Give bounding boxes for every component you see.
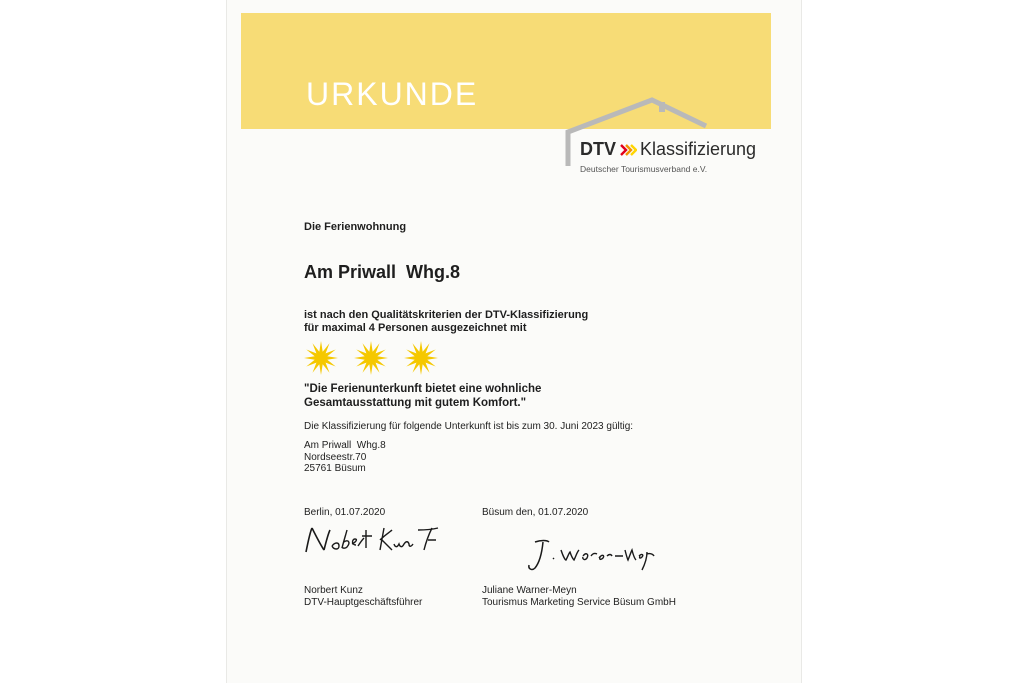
right-signer-role: Tourismus Marketing Service Büsum GmbH [482,597,676,608]
star-icon [402,340,440,376]
star-rating [302,340,440,376]
quote-line-2: Gesamtausstattung mit gutem Komfort." [304,397,527,409]
address-line: Nordseestr.70 [304,452,367,463]
quote-line-1: "Die Ferienunterkunft bietet eine wohnliche [304,383,542,395]
address-line: 25761 Büsum [304,463,366,474]
left-signer-role: DTV-Hauptgeschäftsführer [304,597,423,608]
subject-label: Die Ferienwohnung [304,221,407,233]
property-name: Am Priwall Whg.8 [304,262,461,282]
star-icon [352,340,390,376]
validity-text: Die Klassifizierung für folgende Unterkunft ist bis zum 30. Juni 2023 gültig: [304,421,634,432]
logo-name: Klassifizierung [640,139,757,159]
right-place-date: Büsum den, 01.07.2020 [482,507,589,518]
chevrons-icon [619,143,637,157]
star-icon [302,340,340,376]
left-signature [300,522,460,558]
logo-subtitle: Deutscher Tourismusverband e.V. [580,164,708,174]
certificate-title: URKUNDE [306,76,479,112]
criteria-line-2: für maximal 4 Personen ausgezeichnet mit [304,322,527,334]
logo-brand: DTV [580,139,616,159]
right-signer-name: Juliane Warner-Meyn [482,585,577,596]
left-place-date: Berlin, 01.07.2020 [304,507,386,518]
address-line: Am Priwall Whg.8 [304,440,386,451]
right-signature [525,538,665,574]
criteria-line-1: ist nach den Qualitätskriterien der DTV-Klassifizierung [304,309,589,321]
left-signer-name: Norbert Kunz [304,585,363,596]
dtv-logo [580,139,756,160]
